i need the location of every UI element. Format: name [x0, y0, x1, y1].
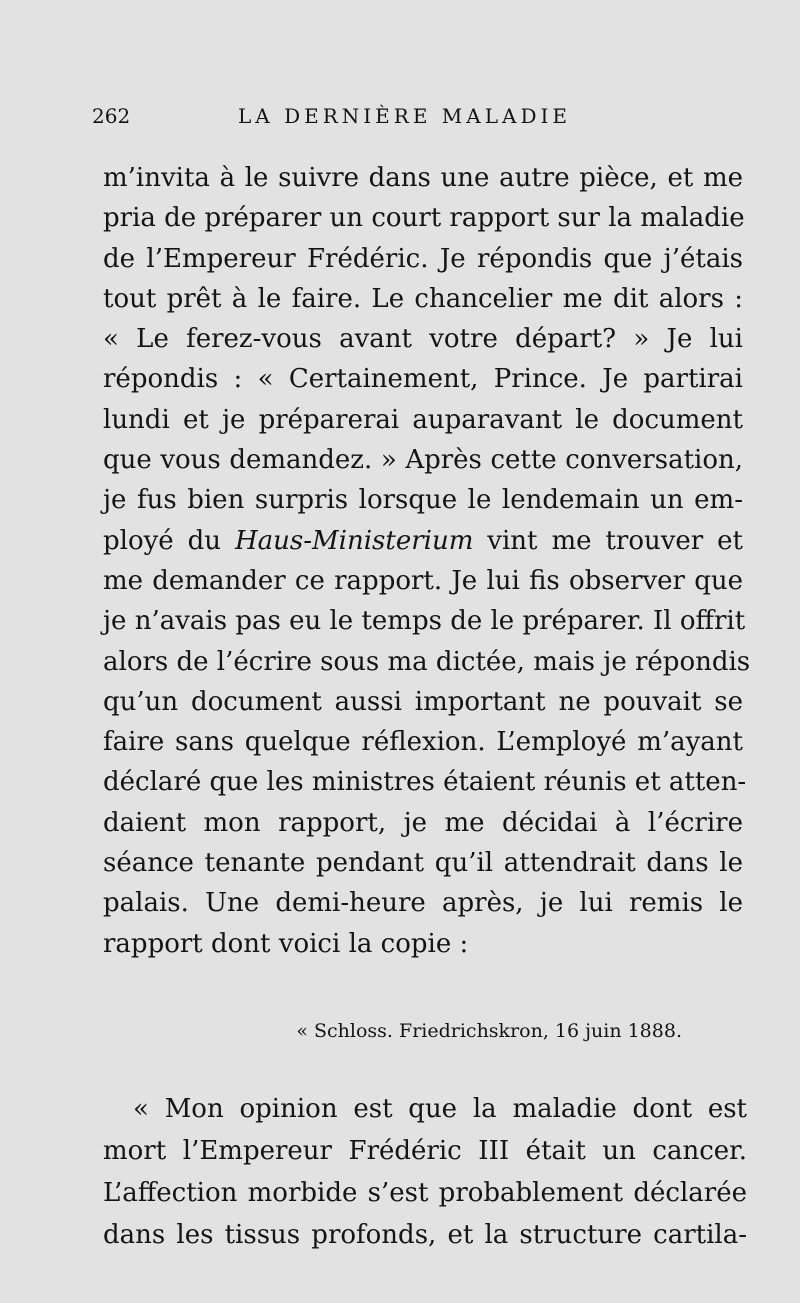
text-line: m’invita à le suivre dans une autre pièce, et me [103, 163, 743, 193]
text-line: séance tenante pendant qu’il attendrait dans le [103, 848, 743, 879]
text-line: rapport dont voici la copie : [103, 928, 469, 959]
text-line: je n’avais pas eu le temps de le préparer. Il offrit [103, 606, 746, 637]
body-text [103, 158, 751, 964]
text-line-with-italic [103, 521, 743, 561]
text-line: daient mon rapport, je me décidai à l’écrire [103, 807, 743, 838]
text-fragment: vint me trouver et [473, 525, 743, 556]
text-line: me demander ce rapport. Je lui fis observer que [103, 565, 743, 596]
text-line: faire sans quelque réflexion. L’employé m’ayant [103, 727, 743, 758]
text-line: mort l’Empereur Frédéric III était un cancer. [103, 1136, 747, 1166]
text-line: L’affection morbide s’est probablement déclarée [103, 1178, 747, 1208]
text-line: répondis : « Certainement, Prince. Je partirai [103, 364, 743, 395]
text-line: « Le ferez-vous avant votre départ? » Je lui [103, 324, 743, 355]
text-line: tout prêt à le faire. Le chancelier me dit alors : [103, 283, 743, 314]
text-line: alors de l’écrire sous ma dictée, mais je répondis [103, 646, 751, 677]
text-line: dans les tissus profonds, et la structure cartila- [103, 1220, 747, 1250]
text-line: « Mon opinion est que la maladie dont est [133, 1094, 747, 1124]
page-number: 262 [92, 104, 131, 128]
text-line: palais. Une demi-heure après, je lui remis le [103, 888, 743, 919]
text-line: que vous demandez. » Après cette conversation, [103, 445, 743, 476]
text-line: pria de préparer un court rapport sur la maladie [103, 203, 745, 234]
letter-text [103, 1088, 747, 1256]
italic-term: Haus-Ministerium [234, 525, 474, 556]
text-fragment: ployé du [103, 525, 235, 556]
letter-dateline: « Schloss. Friedrichskron, 16 juin 1888. [296, 1020, 682, 1042]
page-header [92, 100, 708, 136]
text-line: déclaré que les ministres étaient réunis et atten- [103, 767, 747, 798]
text-line: de l’Empereur Frédéric. Je répondis que j’étais [103, 243, 743, 274]
text-line: qu’un document aussi important ne pouvait se [103, 686, 743, 717]
text-line: je fus bien surpris lorsque le lendemain un em- [103, 485, 743, 516]
text-line: lundi et je préparerai auparavant le document [103, 404, 743, 435]
running-title: LA DERNIÈRE MALADIE [238, 104, 571, 128]
